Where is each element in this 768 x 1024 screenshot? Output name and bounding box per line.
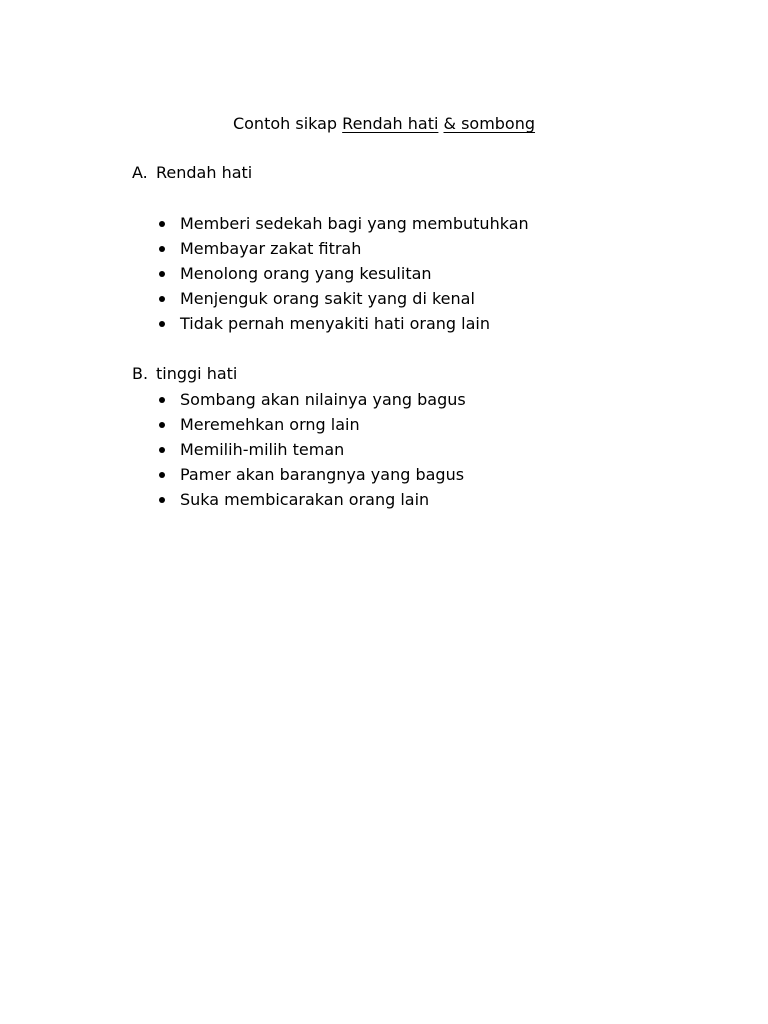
list-item <box>0 261 529 286</box>
bullet-icon <box>159 321 165 327</box>
list-item-text: Memberi sedekah bagi yang membutuhkan <box>180 214 529 233</box>
title-prefix: Contoh sikap <box>232 114 343 133</box>
bullet-icon <box>159 472 165 478</box>
list-item-text: Menolong orang yang kesulitan <box>180 264 432 283</box>
bullet-icon <box>159 422 165 428</box>
list-item <box>0 487 466 512</box>
list-item-text: Menjenguk orang sakit yang di kenal <box>180 289 475 308</box>
list-item-text: Membayar zakat fitrah <box>180 239 362 258</box>
section-b-heading <box>132 363 237 385</box>
list-item-text: Meremehkan orng lain <box>180 415 360 434</box>
section-a-title: Rendah hati <box>156 163 253 182</box>
list-item <box>0 236 529 261</box>
bullet-icon <box>159 397 165 403</box>
list-item <box>0 286 529 311</box>
section-a-letter: A. <box>132 163 148 182</box>
list-item <box>0 412 466 437</box>
section-a-list <box>0 211 529 336</box>
bullet-icon <box>159 447 165 453</box>
title-sombong: & sombong <box>443 114 536 133</box>
list-item <box>0 462 466 487</box>
bullet-icon <box>159 296 165 302</box>
list-item-text: Sombang akan nilainya yang bagus <box>180 390 466 409</box>
list-item <box>0 311 529 336</box>
bullet-icon <box>159 221 165 227</box>
list-item <box>0 211 529 236</box>
list-item <box>0 387 466 412</box>
section-a-heading <box>132 162 252 184</box>
section-b-letter: B. <box>132 364 149 383</box>
list-item <box>0 437 466 462</box>
section-b-list <box>0 387 466 512</box>
list-item-text: Memilih-milih teman <box>180 440 345 459</box>
list-item-text: Tidak pernah menyakiti hati orang lain <box>180 314 491 333</box>
section-b-title: tinggi hati <box>156 364 238 383</box>
document-title <box>0 113 768 135</box>
title-rendah-hati: Rendah hati <box>342 114 439 133</box>
bullet-icon <box>159 271 165 277</box>
bullet-icon <box>159 246 165 252</box>
list-item-text: Suka membicarakan orang lain <box>180 490 430 509</box>
list-item-text: Pamer akan barangnya yang bagus <box>180 465 465 484</box>
bullet-icon <box>159 497 165 503</box>
